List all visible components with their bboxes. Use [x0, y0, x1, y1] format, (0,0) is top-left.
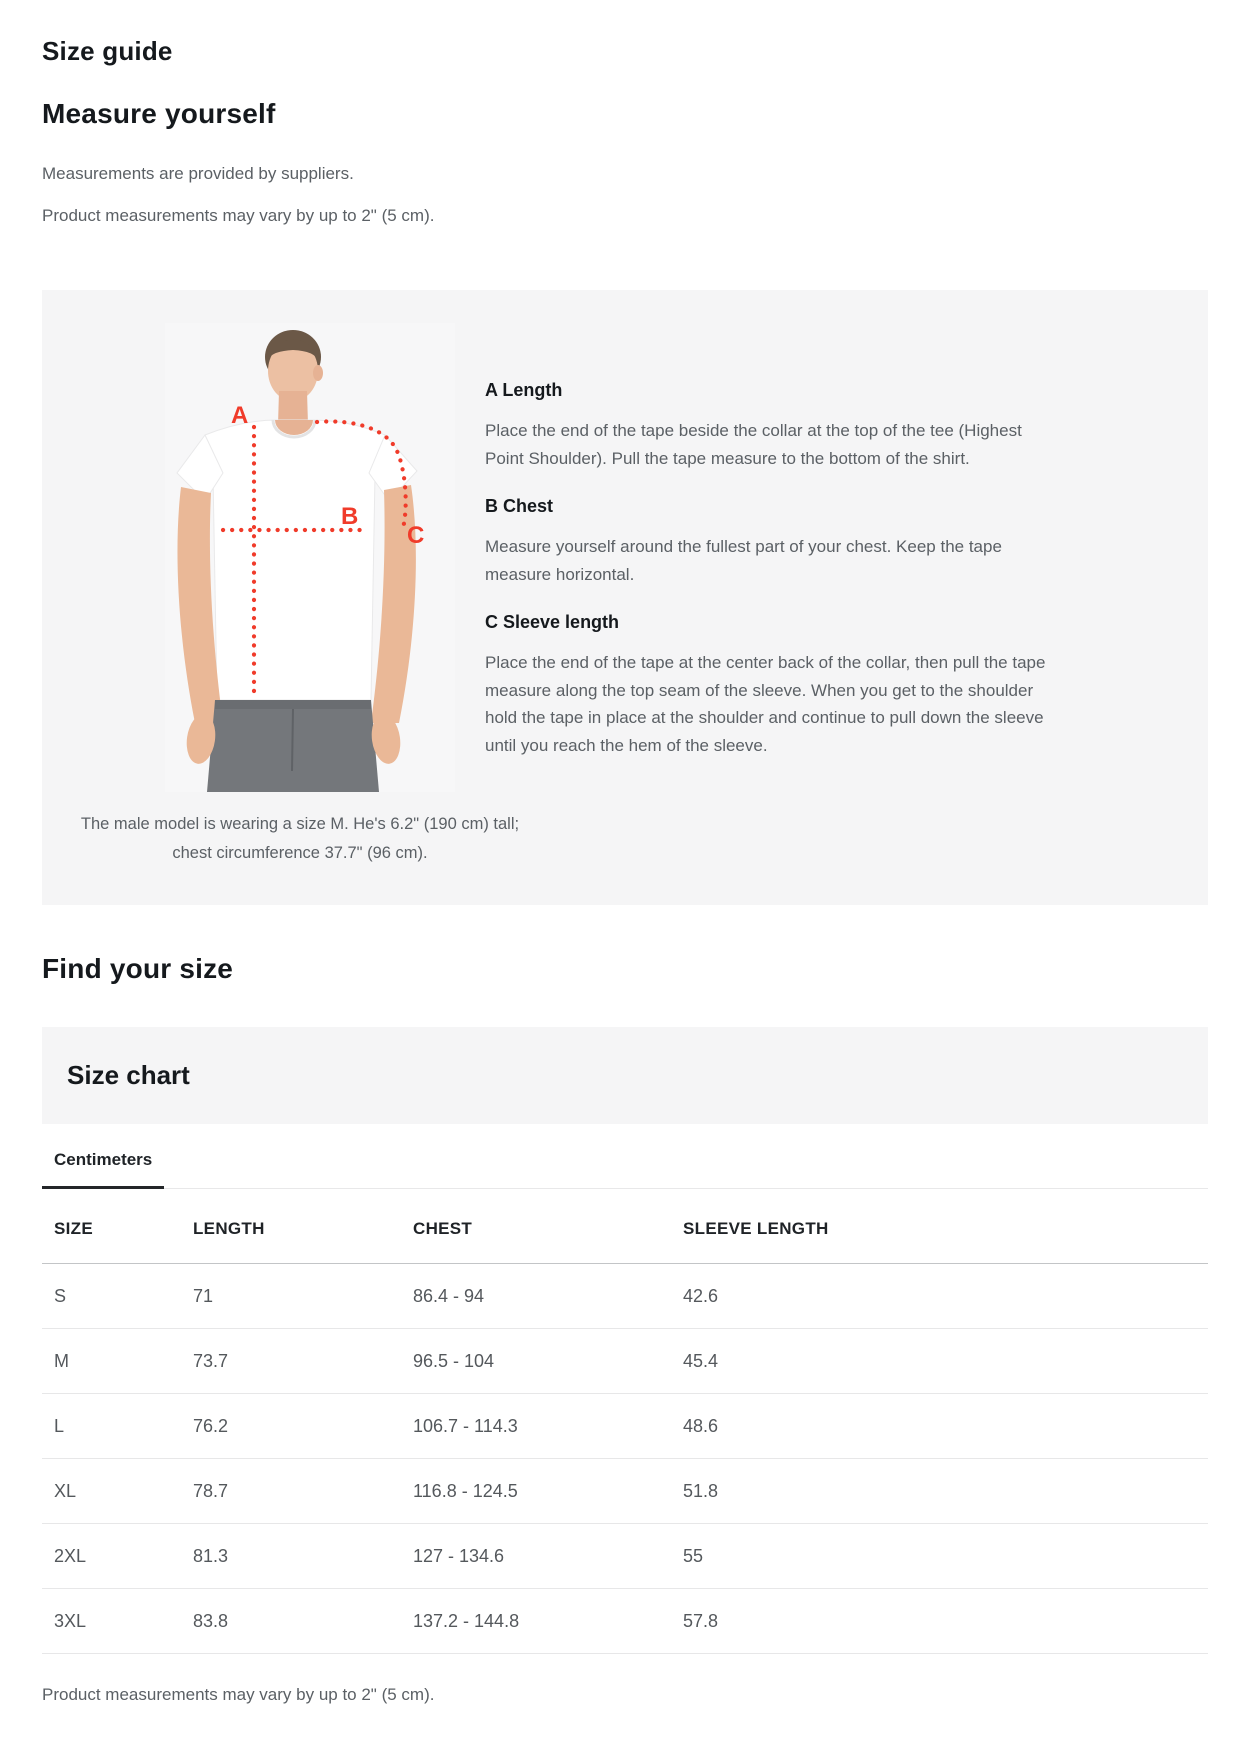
instruction-chest-label: B Chest	[485, 496, 554, 516]
model-photo	[165, 323, 455, 792]
size-table	[42, 1189, 1208, 1654]
measure-panel	[42, 290, 1208, 905]
table-cell: 42.6	[671, 1264, 1208, 1329]
intro-line-1: Measurements are provided by suppliers.	[42, 164, 354, 183]
table-row	[42, 1589, 1208, 1654]
unit-tabs	[42, 1124, 1208, 1189]
table-cell: 127 - 134.6	[401, 1524, 671, 1589]
table-cell: 45.4	[671, 1329, 1208, 1394]
size-chart-header	[42, 1027, 1208, 1124]
find-your-size-heading: Find your size	[42, 953, 234, 984]
table-row	[42, 1329, 1208, 1394]
measure-instructions	[485, 380, 1062, 759]
instruction-sleeve-text: Place the end of the tape at the center back of the collar, then pull the tape measure along the top seam of the sleeve. When you get to the shoulder hold the tape in place at the shoulder and continue to pull down the sleeve until you reach the hem of the sleeve.	[485, 653, 1046, 755]
instruction-length-text: Place the end of the tape beside the collar at the top of the tee (Highest Point Shoulder). Pull the tape measure to the bottom of the shirt.	[485, 421, 1022, 468]
instruction-chest-text: Measure yourself around the fullest part of your chest. Keep the tape measure horizontal.	[485, 537, 1002, 584]
table-cell: 3XL	[42, 1589, 181, 1654]
table-cell: 73.7	[181, 1329, 401, 1394]
column-header: CHEST	[401, 1189, 671, 1264]
intro-text	[42, 161, 1208, 228]
table-cell: XL	[42, 1459, 181, 1524]
table-cell: 51.8	[671, 1459, 1208, 1524]
page-title: Size guide	[42, 36, 173, 66]
size-chart-title: Size chart	[67, 1060, 190, 1090]
tab-centimeters[interactable]: Centimeters	[42, 1124, 164, 1189]
instruction-chest	[485, 496, 1062, 588]
table-cell: 81.3	[181, 1524, 401, 1589]
table-cell: 106.7 - 114.3	[401, 1394, 671, 1459]
size-table-body	[42, 1264, 1208, 1654]
instruction-sleeve-label: C Sleeve length	[485, 612, 620, 632]
instruction-length-label: A Length	[485, 380, 563, 400]
instruction-sleeve	[485, 612, 1062, 759]
table-cell: 55	[671, 1524, 1208, 1589]
marker-b-label: B	[341, 503, 359, 530]
size-chart-footnote: Product measurements may vary by up to 2" (5 cm).	[42, 1685, 435, 1704]
model-caption: The male model is wearing a size M. He's 6.2" (190 cm) tall; chest circumference 37.7" (96 cm).	[80, 815, 520, 862]
table-cell: 2XL	[42, 1524, 181, 1589]
column-header: SLEEVE LENGTH	[671, 1189, 1208, 1264]
instruction-length	[485, 380, 1062, 472]
table-cell: 57.8	[671, 1589, 1208, 1654]
table-cell: 116.8 - 124.5	[401, 1459, 671, 1524]
table-row	[42, 1524, 1208, 1589]
size-table-head-row	[42, 1189, 1208, 1264]
size-chart-section	[42, 1027, 1208, 1707]
table-row	[42, 1264, 1208, 1329]
marker-c-label: C	[407, 522, 425, 549]
table-row	[42, 1459, 1208, 1524]
table-cell: 48.6	[671, 1394, 1208, 1459]
column-header: SIZE	[42, 1189, 181, 1264]
model-illustration	[165, 323, 455, 792]
table-cell: L	[42, 1394, 181, 1459]
table-cell: 86.4 - 94	[401, 1264, 671, 1329]
table-cell: 83.8	[181, 1589, 401, 1654]
table-cell: S	[42, 1264, 181, 1329]
table-cell: 96.5 - 104	[401, 1329, 671, 1394]
column-header: LENGTH	[181, 1189, 401, 1264]
marker-a-label: A	[231, 402, 249, 429]
table-cell: M	[42, 1329, 181, 1394]
table-cell: 71	[181, 1264, 401, 1329]
table-row	[42, 1394, 1208, 1459]
intro-line-2: Product measurements may vary by up to 2" (5 cm).	[42, 206, 435, 225]
table-cell: 137.2 - 144.8	[401, 1589, 671, 1654]
table-cell: 76.2	[181, 1394, 401, 1459]
measure-yourself-heading: Measure yourself	[42, 98, 276, 129]
table-cell: 78.7	[181, 1459, 401, 1524]
